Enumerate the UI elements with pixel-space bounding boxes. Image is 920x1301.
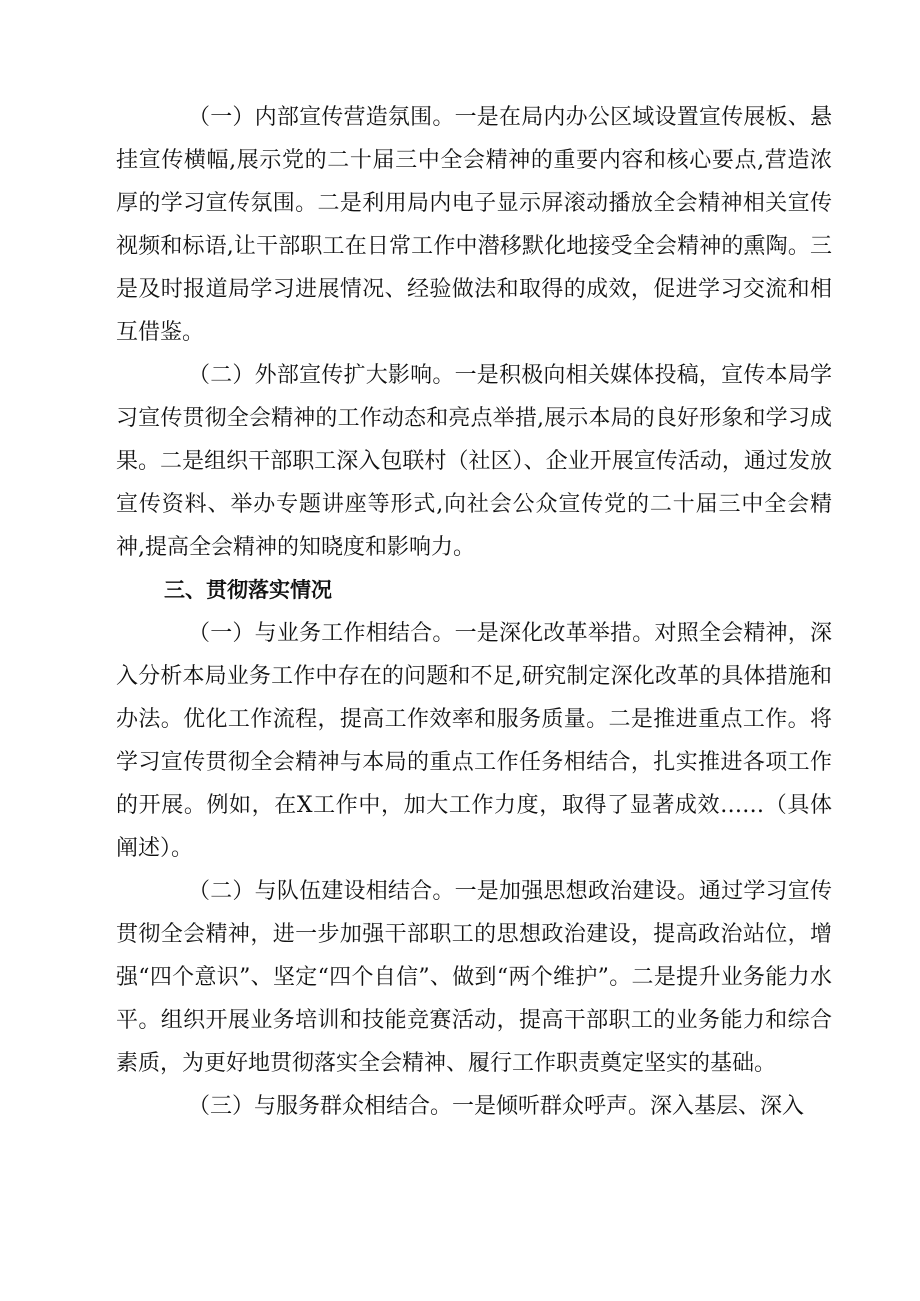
paragraph-external-publicity: （二）外部宣传扩大影响。一是积极向相关媒体投稿，宣传本局学习宣传贯彻全会精神的工作动态和亮点举措,展示本局的良好形象和学习成果。二是组织干部职工深入包联村（社区）、企业开展宣传活动，通过发放宣传资料、举办专题讲座等形式,向社会公众宣传党的二十届三中全会精神,提高全会精神的知晓度和影响力。 [116,363,832,560]
paragraph-team-building: （二）与队伍建设相结合。一是加强思想政治建设。通过学习宣传贯彻全会精神，进一步加强干部职工的思想政治建设，提高政治站位，增强“四个意识”、坚定“四个自信”、做到“两个维护”。二是提升业务能力水平。组织开展业务培训和技能竞赛活动，提高干部职工的业务能力和综合素质，为更好地贯彻落实全会精神、履行工作职责奠定坚实的基础。 [116,879,832,1076]
section-heading-implementation: 三、贯彻落实情况 [164,578,332,602]
paragraph-business-work: （一）与业务工作相结合。一是深化改革举措。对照全会精神，深入分析本局业务工作中存在的问题和不足,研究制定深化改革的具体措施和办法。优化工作流程，提高工作效率和服务质量。二是推进重点工作。将学习宣传贯彻全会精神与本局的重点工作任务相结合，扎实推进各项工作的开展。例如，在X工作中，加大工作力度，取得了显著成效……（具体阐述）。 [116,621,832,861]
paragraph-serving-public: （三）与服务群众相结合。一是倾听群众呼声。深入基层、深入 [188,1094,805,1119]
paragraph-internal-publicity: （一）内部宣传营造氛围。一是在局内办公区域设置宣传展板、悬挂宣传横幅,展示党的二十届三中全会精神的重要内容和核心要点,营造浓厚的学习宣传氛围。二是利用局内电子显示屏滚动播放全会精神相关宣传视频和标语,让干部职工在日常工作中潜移默化地接受全会精神的熏陶。三是及时报道局学习进展情况、经验做法和取得的成效，促进学习交流和相互借鉴。 [116,105,832,345]
document-body [116,96,832,1128]
